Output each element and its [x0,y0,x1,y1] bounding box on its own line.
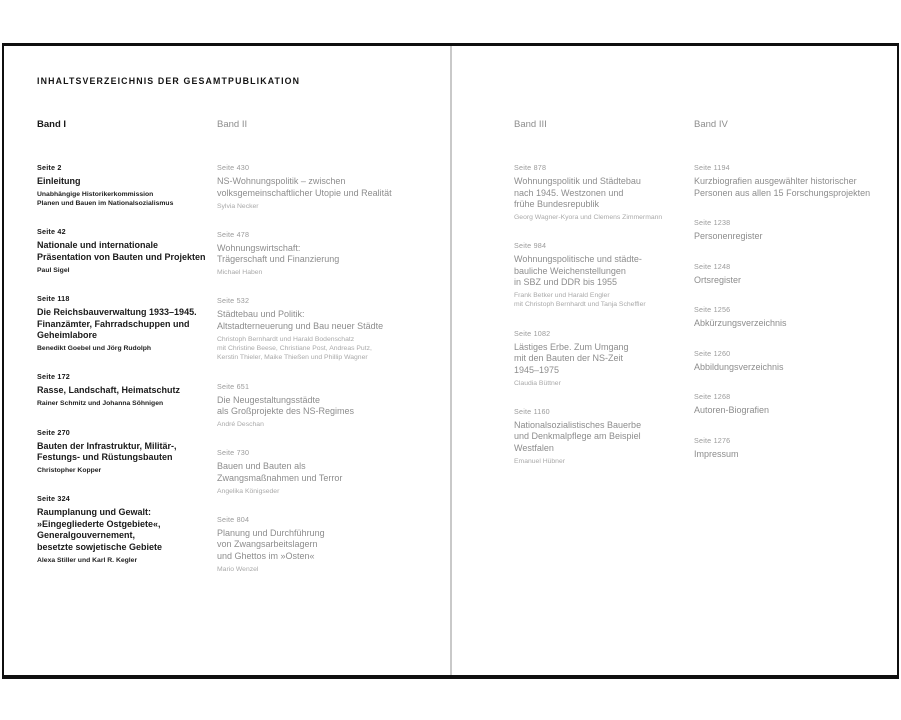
page-number-label: Seite 1194 [694,163,730,172]
chapter-author-line: Christopher Kopper [37,467,102,475]
chapter-title [694,362,899,374]
chapter-title-line: Planung und Durchführung [217,527,325,538]
chapter-author-line: Frank Betker und Harald Engler [514,292,610,300]
chapter-title-line: Nationalsozialistisches Bauerbe [514,419,642,430]
chapter-title [37,307,217,342]
entries-list [37,163,217,565]
chapter-title-line: »Eingegliederte Ostgebiete«, [37,518,161,529]
chapter-title-line: Personenregister [694,231,763,241]
chapter-author-line: mit Christine Beese, Christiane Post, Andreas Putz, [217,345,372,353]
chapter-author-line: André Deschan [217,421,264,429]
chapter-title-line: volksgemeinschaftlicher Utopie und Realität [217,187,392,198]
page-number-label: Seite 804 [217,514,250,524]
chapter-author-line: Mario Wenzel [217,565,259,573]
chapter-title-line: Abkürzungsverzeichnis [694,318,787,328]
page-number-label: Seite 878 [514,163,547,172]
chapter-title [694,449,899,461]
chapter-title-line: Westfalen [514,442,554,453]
column-band-4 [694,119,899,479]
entries-list [694,163,899,460]
entries-list [217,163,452,574]
chapter-title-line: Generalgouvernement, [37,530,136,541]
chapter-authors [37,266,217,275]
chapter-title [37,441,217,464]
page-number-label: Seite 118 [37,294,70,304]
chapter-authors [217,565,452,574]
page-number-label: Seite 984 [514,241,547,251]
toc-entry [217,382,452,430]
chapter-title [694,231,899,243]
chapter-title [217,461,452,484]
chapter-title-line: Wohnungspolitik und Städtebau [514,176,641,186]
toc-entry [217,515,452,574]
page-number-label: Seite 1082 [514,328,551,338]
page-number-label: Seite 1260 [694,348,731,358]
toc-entry [694,305,899,330]
chapter-title-line: Wohnungswirtschaft: [217,242,301,253]
column-band-2 [217,119,452,593]
chapter-title [217,528,452,563]
chapter-title-line: Finanzämter, Fahrradschuppen und [37,318,190,329]
chapter-authors [217,487,452,496]
page-number-label: Seite 1160 [514,406,550,416]
chapter-title-line: Einleitung [37,176,81,186]
page-number-label: Seite 172 [37,372,70,382]
chapter-title-line: Trägerschaft und Finanzierung [217,254,340,265]
chapter-title-line: Wohnungspolitische und städte- [514,254,642,265]
chapter-author-line: Alexa Stiller und Karl R. Kegler [37,556,138,564]
chapter-author-line: Angelika Königseder [217,487,280,495]
toc-entry [694,163,899,199]
chapter-title [694,176,899,199]
chapter-title-line: Präsentation von Bauten und Projekten [37,251,206,262]
page-number-label: Seite 324 [37,494,70,504]
chapter-author-line: Christoph Bernhardt und Harald Bodenschatz [217,335,355,343]
chapter-authors [37,399,217,408]
chapter-title-line: Abbildungsverzeichnis [694,361,784,372]
chapter-title-line: Geheimlabore [37,330,98,341]
toc-entry [694,349,899,374]
chapter-authors [217,202,452,211]
chapter-title [694,275,899,287]
chapter-title [217,243,452,266]
chapter-author-line: Sylvia Necker [217,202,259,210]
chapter-title-line: Altstadterneuerung und Bau neuer Städte [217,320,384,331]
chapter-author-line: mit Christoph Bernhardt und Tanja Scheffler [514,301,646,309]
toc-entry [694,218,899,243]
page-number-label: Seite 430 [217,163,250,172]
chapter-title-line: Lästiges Erbe. Zum Umgang [514,341,629,352]
toc-entry [37,163,217,208]
chapter-author-line: Unabhängige Historikerkommission [37,191,154,198]
chapter-authors [37,466,217,475]
chapter-title-line: Kurzbiografien ausgewählter historischer [694,176,857,186]
page-number-label: Seite 2 [37,163,62,172]
page-number-label: Seite 532 [217,296,250,306]
chapter-title-line: in SBZ und DDR bis 1955 [514,277,618,288]
toc-entry [37,227,217,275]
toc-entry [37,428,217,476]
chapter-title-line: Autoren-Biografien [694,405,770,415]
band-heading: Band II [217,119,248,130]
toc-entry [37,372,217,408]
chapter-author-line: Kerstin Thieler, Maike Thießen und Phillip Wagner [217,354,368,362]
chapter-title-line: und Denkmalpflege am Beispiel [514,431,641,442]
chapter-author-line: Claudia Büttner [514,379,561,387]
chapter-title-line: frühe Bundesrepublik [514,199,600,209]
chapter-author-line: Michael Haben [217,269,263,277]
chapter-title-line: Ortsregister [694,274,742,285]
page-number-label: Seite 270 [37,427,70,437]
chapter-title [37,240,217,263]
chapter-title-line: Bauen und Bauten als [217,461,306,472]
page-number-label: Seite 478 [217,229,250,239]
chapter-title [37,176,217,188]
chapter-title-line: Raumplanung und Gewalt: [37,507,151,518]
page-number-label: Seite 651 [217,381,250,391]
toc-entry [694,392,899,417]
toc-entry [37,494,217,565]
chapter-title-line: Rasse, Landschaft, Heimatschutz [37,385,181,396]
page-title: INHALTSVERZEICHNIS DER GESAMTPUBLIKATION [37,76,301,86]
band-heading: Band I [37,119,67,130]
chapter-title [217,309,452,332]
chapter-title-line: nach 1945. Westzonen und [514,187,624,198]
chapter-title [217,176,452,199]
chapter-title-line: Die Neugestaltungsstädte [217,394,321,405]
chapter-title-line: Städtebau und Politik: [217,309,305,320]
column-band-1 [37,119,217,584]
chapter-title-line: als Großprojekte des NS-Regimes [217,406,355,417]
page-number-label: Seite 730 [217,448,250,458]
chapter-authors [217,335,452,363]
chapter-title [694,318,899,330]
chapter-authors [37,190,217,208]
chapter-title-line: NS-Wohnungspolitik – zwischen [217,176,346,186]
chapter-title-line: Nationale und internationale [37,240,159,251]
chapter-title-line: Bauten der Infrastruktur, Militär-, [37,440,177,451]
chapter-title [37,385,217,397]
chapter-title-line: und Ghettos im »Osten« [217,550,315,561]
chapter-title-line: 1945–1975 [514,364,560,375]
chapter-authors [37,556,217,565]
toc-entry [217,448,452,496]
page-number-label: Seite 1276 [694,435,731,445]
chapter-author-line: Planen und Bauen im Nationalsozialismus [37,200,174,208]
chapter-authors [217,268,452,277]
chapter-author-line: Georg Wagner-Kyora und Clemens Zimmermann [514,214,663,221]
chapter-title-line: Die Reichsbauverwaltung 1933–1945. [37,307,197,318]
chapter-title [694,405,899,417]
chapter-title-line: Festungs- und Rüstungsbauten [37,452,173,463]
band-heading: Band IV [694,119,728,130]
page-number-label: Seite 1268 [694,392,731,401]
chapter-author-line: Rainer Schmitz und Johanna Söhnigen [37,400,164,408]
toc-entry [217,163,452,211]
toc-entry [694,436,899,461]
chapter-title-line: Zwangsmaßnahmen und Terror [217,472,343,483]
chapter-title-line: von Zwangsarbeitslagern [217,539,318,550]
chapter-author-line: Benedikt Goebel und Jörg Rudolph [37,345,152,353]
chapter-title-line: bauliche Weichenstellungen [514,265,626,276]
toc-entry [37,294,217,353]
band-heading: Band III [514,119,547,130]
chapter-authors [217,420,452,429]
toc-entry [217,230,452,278]
chapter-title-line: besetzte sowjetische Gebiete [37,541,163,552]
chapter-title-line: Personen aus allen 15 Forschungsprojekten [694,187,871,198]
toc-entry [217,296,452,362]
page-number-label: Seite 1248 [694,261,731,271]
toc-entry [694,262,899,287]
chapter-title-line: Impressum [694,448,739,459]
chapter-title [217,395,452,418]
page-number-label: Seite 1238 [694,218,731,227]
chapter-authors [37,344,217,353]
chapter-title [37,507,217,553]
page-number-label: Seite 1256 [694,305,731,314]
chapter-author-line: Paul Sigel [37,266,70,274]
page-number-label: Seite 42 [37,227,66,237]
page-frame [2,43,899,679]
chapter-author-line: Emanuel Hübner [514,457,566,465]
chapter-title-line: mit den Bauten der NS-Zeit [514,353,624,364]
